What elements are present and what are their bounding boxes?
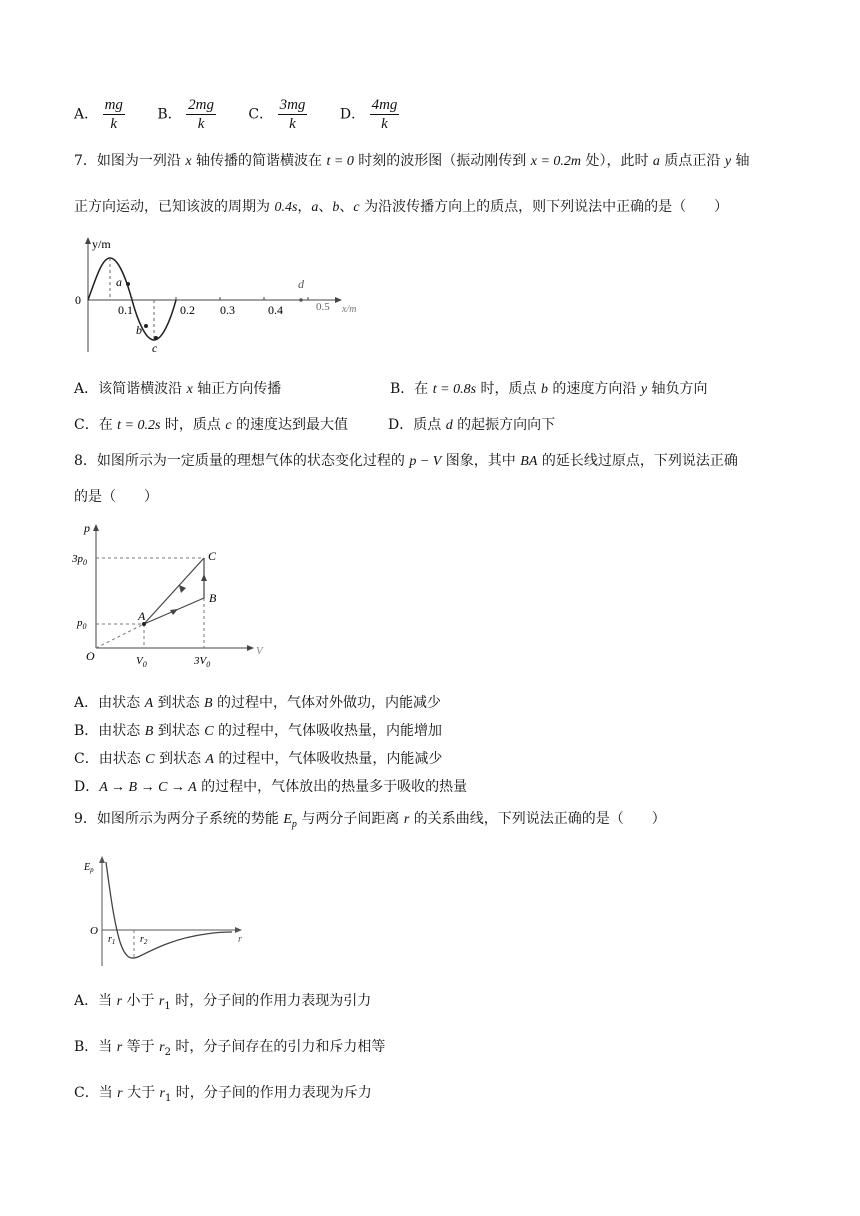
q8-stem-line2: 的是（ ） — [74, 489, 158, 505]
q9-x-arrow — [235, 927, 242, 933]
q7-point-a — [126, 282, 130, 286]
q7-y-arrow — [85, 237, 91, 244]
q9-origin: O — [90, 925, 98, 937]
q8-label-v0: $V_0$ — [136, 655, 147, 669]
q9-ep-graph — [76, 852, 256, 970]
q8-line-ca — [144, 558, 204, 624]
q6-option-a: A． $\frac{mg}{k}$ — [74, 97, 123, 132]
q8-y-label: p — [84, 521, 90, 535]
q7-label-d: d — [298, 277, 304, 291]
q8-label-3v0: $3V_0$ — [194, 655, 211, 669]
q7-x-arrow — [335, 297, 342, 303]
q6-options — [74, 96, 399, 133]
q7-tick-label-0.1: 0.1 — [118, 303, 133, 317]
q9-x-label: r — [238, 934, 242, 945]
q7-label-b: b — [136, 323, 142, 337]
q7-stem-line1: 7．如图为一列沿 x 轴传播的简谐横波在 t = 0 时刻的波形图（振动刚传到 x = 0.2m 处），此时 a 质点正沿 y 轴 — [74, 153, 750, 169]
q8-y-arrow — [93, 524, 99, 531]
q7-point-c — [154, 336, 158, 340]
q7-option-b: B．在 t = 0.8s 时，质点 b 的速度方向沿 y 轴负方向 — [390, 381, 708, 397]
q9-y-label: $E_p$ — [84, 862, 94, 874]
q8-label-a: A — [138, 609, 146, 623]
q9-option-b: B．当 r 等于 $r_2$ 时，分子间存在的引力和斥力相等 — [74, 1039, 386, 1058]
fraction: $\frac{3mg}{k}$ — [279, 97, 306, 132]
q8-dash-origin-a — [96, 624, 144, 648]
q6-option-c: C． $\frac{3mg}{k}$ — [248, 97, 306, 132]
q8-pv-graph — [70, 520, 270, 670]
q7-option-c: C．在 t = 0.2s 时，质点 c 的速度达到最大值 — [74, 417, 349, 433]
q8-arrow-bc — [201, 574, 207, 581]
q9-stem-line1: 9．如图所示为两分子系统的势能 $E_p$ 与两分子间距离 r 的关系曲线，下列说法正确的是（ ） — [74, 811, 666, 830]
q8-arrow-ca — [179, 585, 186, 593]
q8-label-p0: $p_0$ — [77, 617, 87, 631]
q9-ep-curve — [106, 862, 232, 958]
q8-x-label: V — [256, 645, 263, 657]
q6-option-d: D． $\frac{4mg}{k}$ — [339, 97, 398, 132]
q7-tick-label-0.3: 0.3 — [220, 303, 235, 317]
q8-origin: O — [86, 649, 95, 663]
q8-label-c: C — [208, 549, 217, 563]
q8-option-c: C．由状态 C 到状态 A 的过程中，气体吸收热量，内能减少 — [74, 751, 443, 767]
q8-option-a: A．由状态 A 到状态 B 的过程中，气体对外做功，内能减少 — [74, 695, 442, 711]
q7-option-a: A．该简谐横波沿 x 轴正方向传播 — [74, 381, 282, 397]
q9-y-arrow — [99, 856, 105, 863]
q7-label-c: c — [152, 341, 158, 355]
q8-label-b: B — [209, 591, 217, 605]
q7-origin-label: 0 — [75, 293, 81, 307]
q8-x-arrow — [247, 645, 254, 651]
q7-x-label: x/m — [342, 304, 357, 315]
q7-point-d — [299, 298, 303, 302]
fraction: $\frac{2mg}{k}$ — [188, 97, 214, 132]
q6-option-b: B． $\frac{2mg}{k}$ — [157, 97, 214, 132]
q9-r1-label: $r_1$ — [108, 934, 116, 946]
q7-wave-graph — [70, 234, 357, 358]
q7-option-d: D．质点 d 的起振方向向下 — [388, 417, 556, 433]
q9-option-c: C．当 r 大于 $r_1$ 时，分子间的作用力表现为斥力 — [74, 1085, 372, 1104]
q8-label-3p0: $3p_0$ — [72, 553, 87, 567]
q7-label-a: a — [116, 275, 122, 289]
q8-option-d: D．A → B → C → A 的过程中，气体放出的热量多于吸收的热量 — [74, 779, 468, 795]
q7-y-label: y/m — [92, 237, 111, 251]
q7-tick-label-0.5: 0.5 — [316, 301, 330, 313]
q9-r2-label: $r_2$ — [140, 934, 148, 946]
q7-stem-line2: 正方向运动，已知该波的周期为 0.4s，a、b、c 为沿波传播方向上的质点，则下列说法中正确的是（ ） — [74, 199, 729, 215]
fraction: $\frac{mg}{k}$ — [104, 97, 123, 132]
q7-point-b — [144, 324, 148, 328]
q9-option-a: A．当 r 小于 $r_1$ 时，分子间的作用力表现为引力 — [74, 993, 372, 1012]
fraction: $\frac{4mg}{k}$ — [371, 97, 398, 132]
q7-tick-label-0.2: 0.2 — [180, 303, 195, 317]
q7-tick-label-0.4: 0.4 — [268, 303, 283, 317]
q8-stem-line1: 8．如图所示为一定质量的理想气体的状态变化过程的 p − V 图象，其中 BA 的延长线过原点，下列说法正确 — [74, 453, 738, 469]
q8-option-b: B．由状态 B 到状态 C 的过程中，气体吸收热量，内能增加 — [74, 723, 443, 739]
